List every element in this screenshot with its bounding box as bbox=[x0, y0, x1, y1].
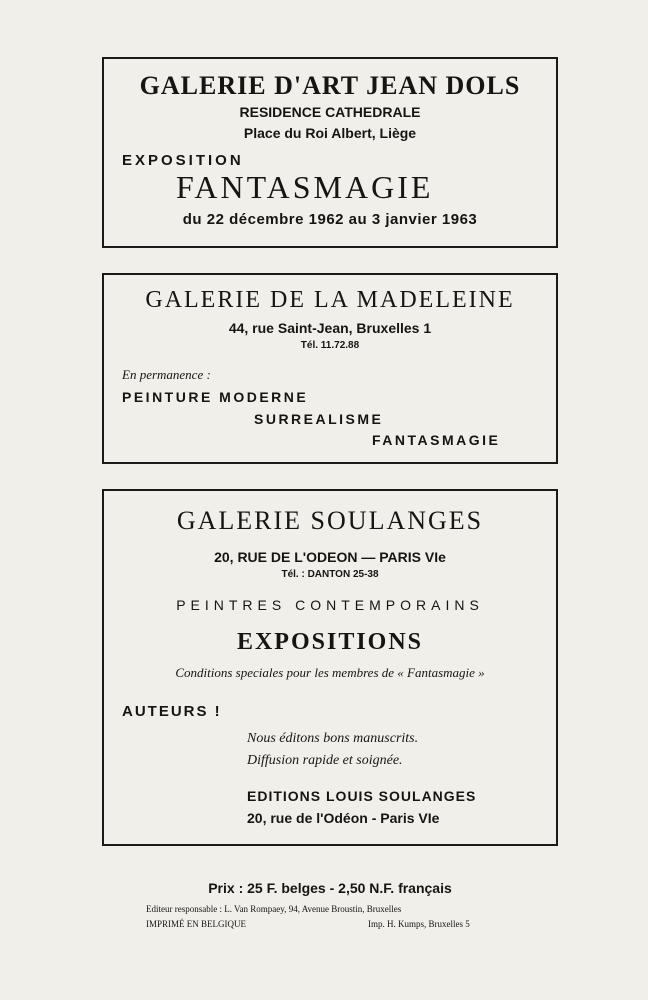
price-line: Prix : 25 F. belges - 2,50 N.F. français bbox=[208, 880, 452, 896]
soulanges-address: 20, RUE DE L'ODEON — PARIS VIe bbox=[214, 549, 446, 565]
soulanges-title: GALERIE SOULANGES bbox=[176, 506, 484, 535]
exposition-label: EXPOSITION bbox=[122, 152, 244, 169]
diffusion-text: Diffusion rapide et soignée. bbox=[247, 753, 403, 768]
jean-dols-residence: RESIDENCE CATHEDRALE bbox=[239, 104, 421, 120]
printed-in-belgium: IMPRIMÉ EN BELGIQUE bbox=[146, 919, 246, 929]
manuscripts-text: Nous éditons bons manuscrits. bbox=[247, 731, 419, 746]
editions-address: 20, rue de l'Odéon - Paris VIe bbox=[247, 810, 440, 826]
expositions-heading: EXPOSITIONS bbox=[236, 629, 424, 655]
editions-name: EDITIONS LOUIS SOULANGES bbox=[247, 788, 477, 804]
madeleine-address: 44, rue Saint-Jean, Bruxelles 1 bbox=[228, 320, 432, 336]
madeleine-phone: Tél. 11.72.88 bbox=[300, 340, 360, 351]
printer-line: Imp. H. Kumps, Bruxelles 5 bbox=[368, 919, 470, 929]
permanence-item: FANTASMAGIE bbox=[372, 432, 501, 448]
jean-dols-ad bbox=[102, 57, 558, 248]
auteurs-heading: AUTEURS ! bbox=[122, 703, 222, 720]
madeleine-title: GALERIE DE LA MADELEINE bbox=[145, 287, 515, 313]
soulanges-phone: Tél. : DANTON 25-38 bbox=[281, 569, 379, 580]
soulanges-ad bbox=[102, 489, 558, 846]
permanence-item: SURREALISME bbox=[254, 411, 384, 427]
peintres-contemporains: PEINTRES CONTEMPORAINS bbox=[176, 597, 484, 613]
fantasmagie-heading: FANTASMAGIE bbox=[176, 169, 434, 205]
jean-dols-title: GALERIE D'ART JEAN DOLS bbox=[139, 71, 521, 100]
madeleine-ad bbox=[102, 273, 558, 464]
exhibition-dates: du 22 décembre 1962 au 3 janvier 1963 bbox=[182, 211, 478, 228]
member-conditions: Conditions speciales pour les membres de « Fantasmagie » bbox=[175, 665, 485, 680]
permanence-label: En permanence : bbox=[122, 367, 211, 382]
publisher-line: Editeur responsable : L. Van Rompaey, 94, Avenue Broustin, Bruxelles bbox=[146, 904, 402, 914]
jean-dols-address: Place du Roi Albert, Liège bbox=[243, 125, 417, 141]
permanence-item: PEINTURE MODERNE bbox=[122, 389, 309, 405]
